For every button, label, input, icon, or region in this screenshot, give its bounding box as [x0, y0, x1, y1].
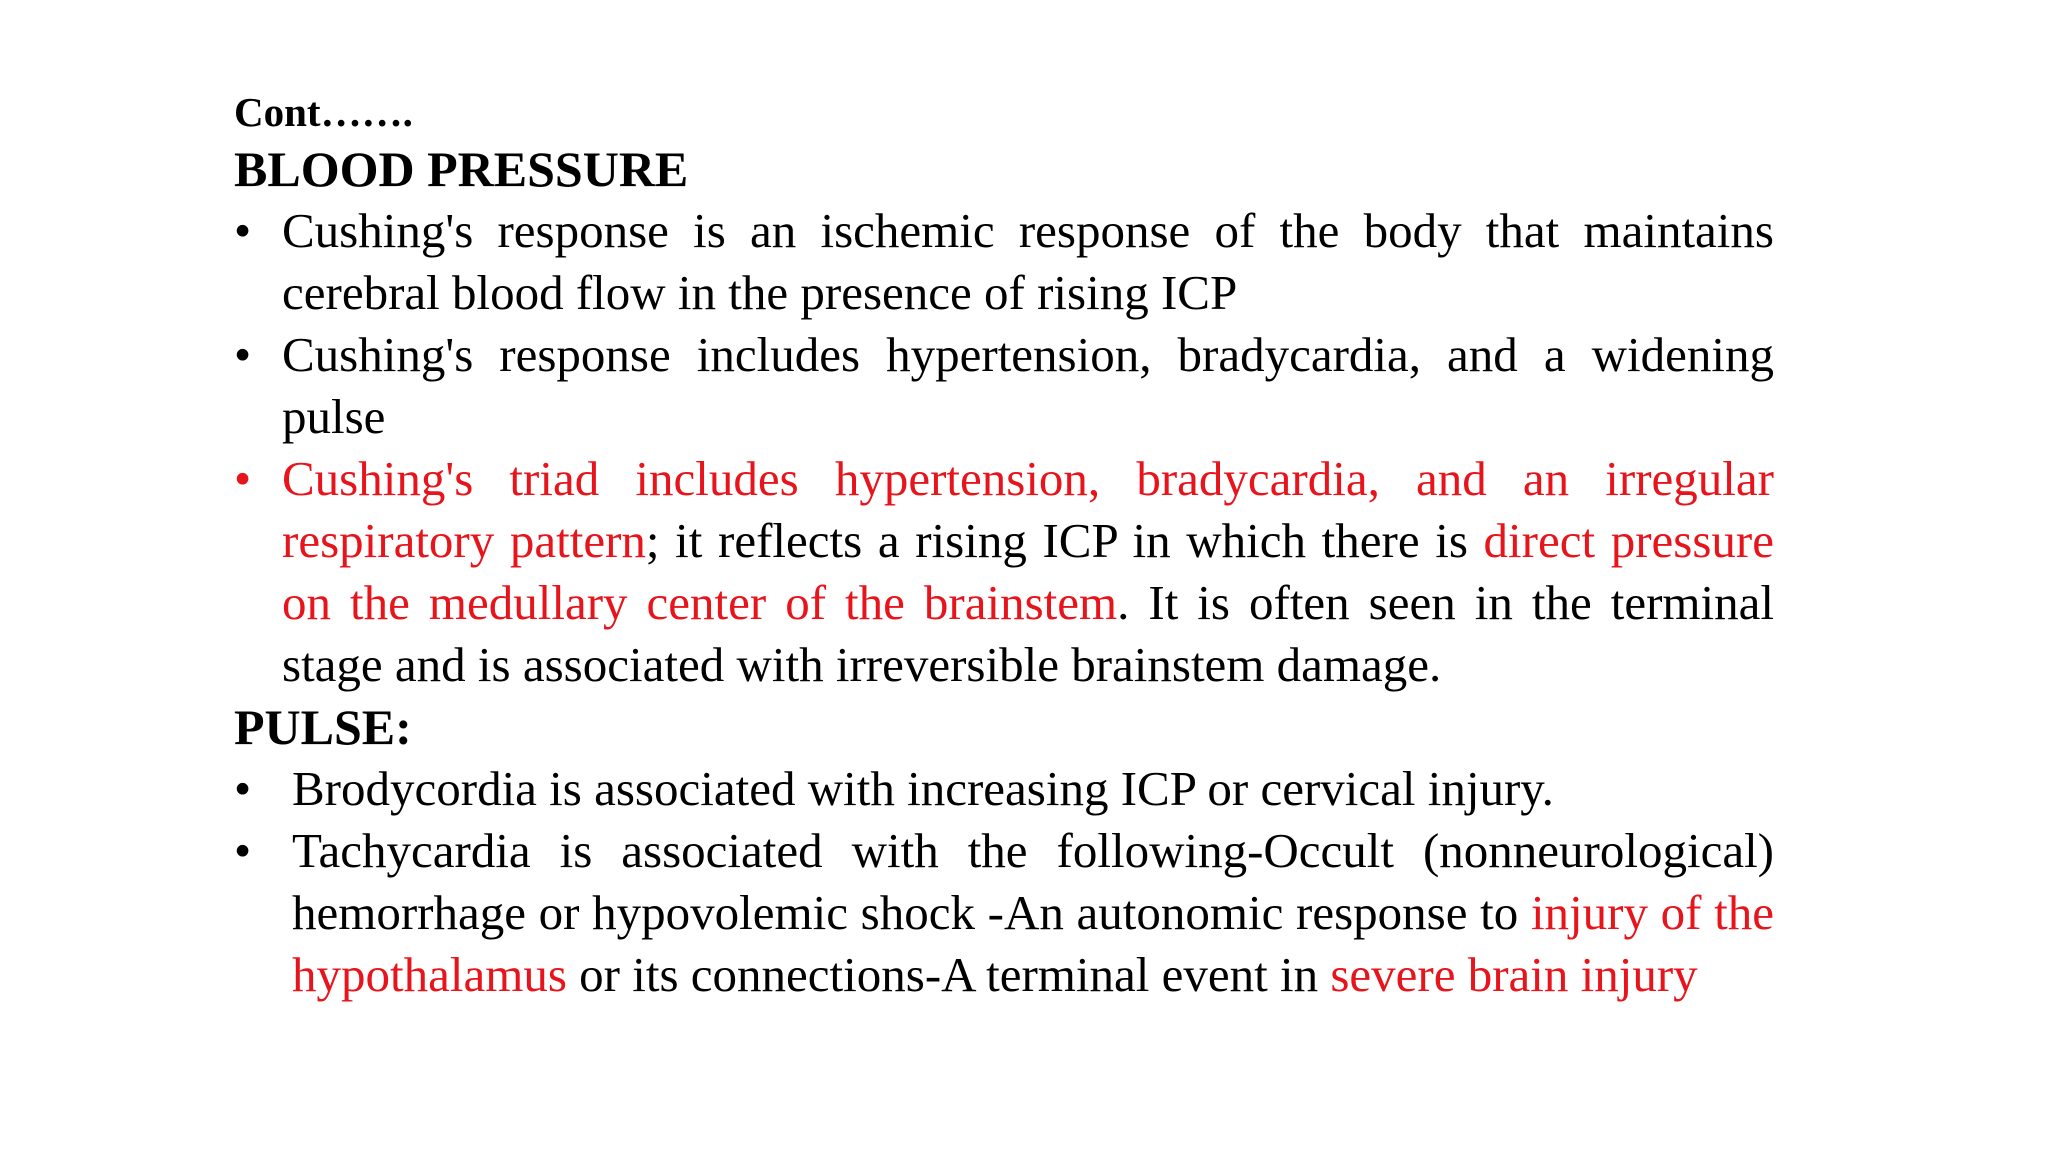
list-item: [234, 200, 1774, 324]
continued-label: Cont…….: [234, 89, 413, 135]
pulse-list: [234, 758, 1774, 1006]
list-item: [234, 324, 1774, 448]
bullet-icon: •: [234, 451, 252, 506]
bullet-text: or its connections-A terminal event in: [566, 947, 1331, 1002]
bullet-text: . It is often seen in the terminal stage and is associated with irreversible brainstem damage.: [282, 575, 1774, 692]
highlight-text: Cushing's triad includes hypertension, bradycardia, and an irregular respiratory pattern: [282, 451, 1774, 568]
bullet-icon: •: [234, 761, 252, 816]
blood-pressure-heading: BLOOD PRESSURE: [234, 141, 689, 197]
slide-content: [234, 86, 1774, 1006]
highlight-text: severe brain injury: [1330, 947, 1698, 1002]
bullet-icon: •: [234, 327, 252, 382]
bullet-text: Cushing's response includes hypertension, bradycardia, and a widening pulse: [282, 327, 1774, 444]
list-item: [234, 448, 1774, 696]
blood-pressure-list: [234, 200, 1774, 696]
highlight-text: injury of the hypothalamus: [292, 885, 1774, 1002]
bullet-icon: •: [234, 823, 252, 878]
bullet-text: Cushing's response is an ischemic response of the body that maintains cerebral blood flow in the presence of rising ICP: [282, 203, 1774, 320]
pulse-heading: PULSE:: [234, 699, 412, 755]
bullet-text: Tachycardia is associated with the following-Occult (nonneurological) hemorrhage or hypovolemic shock -An autonomic response to: [292, 823, 1774, 940]
bullet-text: Brodycordia is associated with increasing ICP or cervical injury.: [292, 761, 1554, 816]
bullet-icon: •: [234, 203, 252, 258]
list-item: [234, 820, 1774, 1006]
bullet-text: ; it reflects a rising ICP in which there is: [645, 513, 1484, 568]
list-item: [234, 758, 1774, 820]
highlight-text: direct pressure on the medullary center of the brainstem: [282, 513, 1774, 630]
